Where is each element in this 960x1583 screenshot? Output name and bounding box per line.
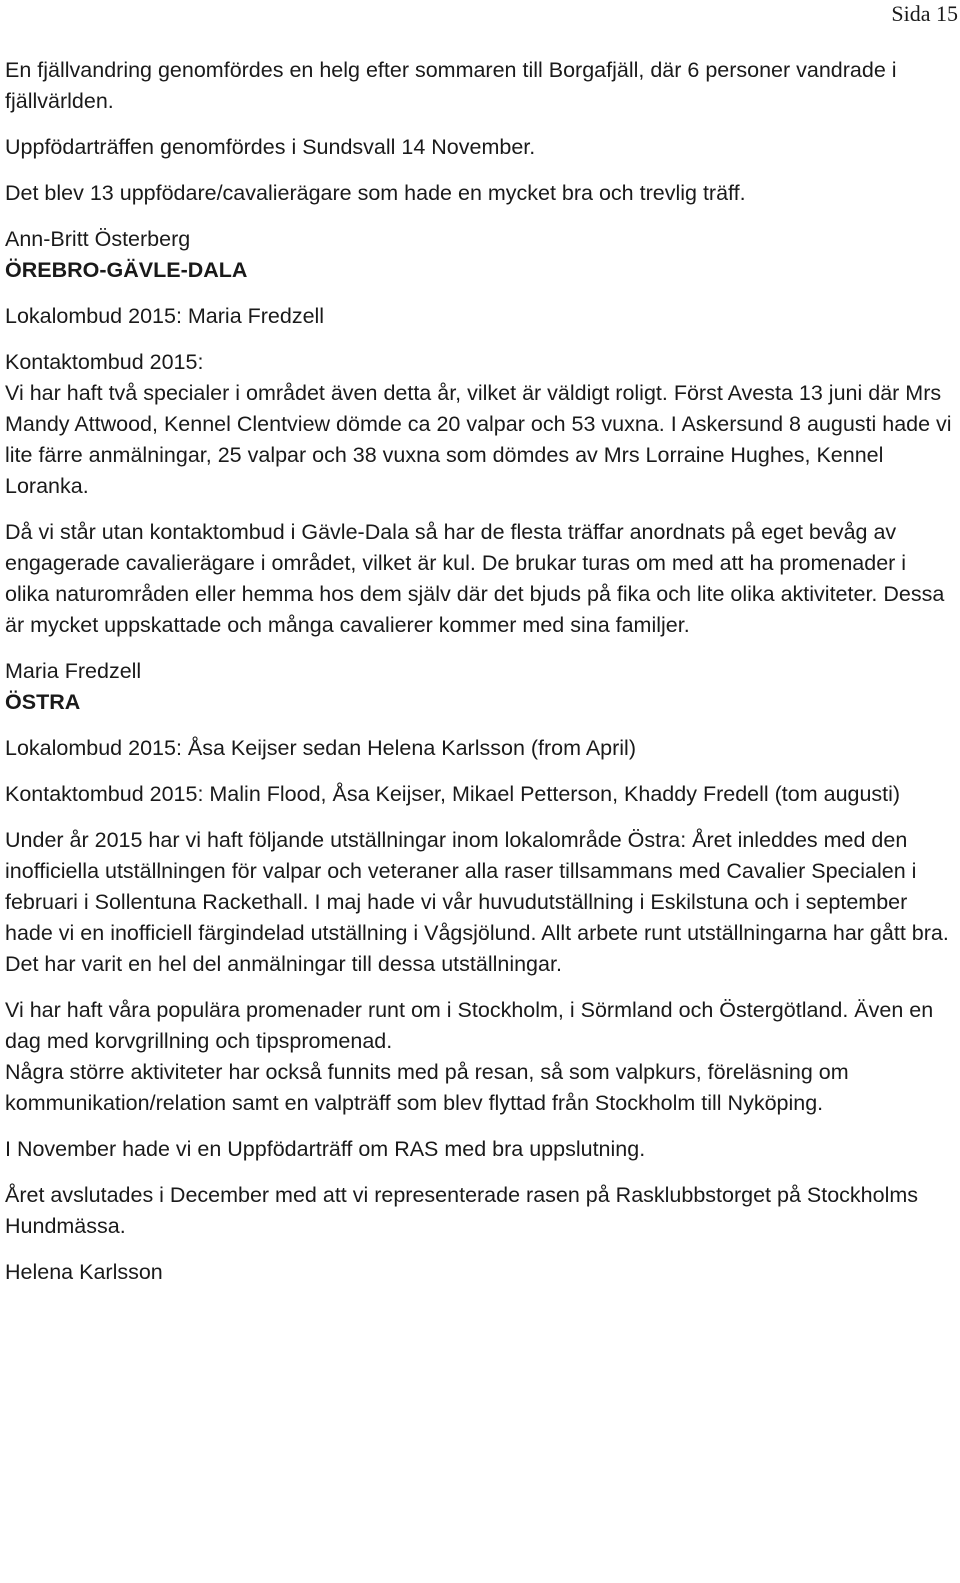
orebro-paragraph-meetings: Då vi står utan kontaktombud i Gävle-Dala så har de flesta träffar anordnats på eget bevåg av engagerade cavalierägare i området, vilket är kul. De brukar turas om med att ha promenader i olika naturområden eller hemma hos dem själv där det bjuds på fika och lite olika aktiviteter. Dessa är mycket uppskattade och många cavalierer kommer med sina familjer. (5, 520, 945, 637)
page-number: Sida 15 (891, 1, 958, 26)
section-heading-orebro: ÖREBRO-GÄVLE-DALA (5, 258, 248, 282)
document-body (5, 55, 955, 1288)
ostra-paragraph-activities: Några större aktiviteter har också funnits med på resan, så som valpkurs, föreläsning om kommunikation/relation samt en valpträff som blev flyttad från Stockholm till Nyköping. (5, 1060, 849, 1115)
orebro-kontaktombud: Kontaktombud 2015: (5, 350, 204, 374)
ostra-lokalombud: Lokalombud 2015: Åsa Keijser sedan Helena Karlsson (from April) (5, 736, 636, 760)
intro-paragraph-hiking: En fjällvandring genomfördes en helg efter sommaren till Borgafjäll, där 6 personer vandrade i fjällvärlden. (5, 58, 897, 113)
intro-paragraph-attendance: Det blev 13 uppfödare/cavalierägare som hade en mycket bra och trevlig träff. (5, 181, 746, 205)
ostra-paragraph-walks: Vi har haft våra populära promenader runt om i Stockholm, i Sörmland och Östergötland. Även en dag med korvgrillning och tipspromenad. (5, 998, 934, 1053)
orebro-signature: Maria Fredzell (5, 659, 142, 683)
intro-signature: Ann-Britt Österberg (5, 227, 191, 251)
ostra-paragraph-december: Året avslutades i December med att vi representerade rasen på Rasklubbstorget på Stockholms Hundmässa. (5, 1183, 919, 1238)
section-heading-ostra: ÖSTRA (5, 690, 81, 714)
ostra-paragraph-november: I November hade vi en Uppfödarträff om RAS med bra uppslutning. (5, 1137, 646, 1161)
intro-paragraph-breeder-meeting: Uppfödarträffen genomfördes i Sundsvall 14 November. (5, 135, 536, 159)
orebro-lokalombud: Lokalombud 2015: Maria Fredzell (5, 304, 325, 328)
ostra-signature: Helena Karlsson (5, 1260, 163, 1284)
ostra-paragraph-shows: Under år 2015 har vi haft följande utställningar inom lokalområde Östra: Året inleddes med den inofficiella utställningen för valpar och veteraner alla raser tillsammans med Cavalier Specialen i februari i Sollentuna Rackethall. I maj hade vi vår huvudutställning i Eskilstuna och i september hade vi en inofficiell färgindelad utställning i Vågsjölund. Allt arbete runt utställningarna har gått bra. Det har varit en hel del anmälningar till dessa utställningar. (5, 828, 949, 976)
orebro-paragraph-specials: Vi har haft två specialer i området även detta år, vilket är väldigt roligt. Först Avesta 13 juni där Mrs Mandy Attwood, Kennel Clentview dömde ca 20 valpar och 53 vuxna. I Askersund 8 augusti hade vi lite färre anmälningar, 25 valpar och 38 vuxna som dömdes av Mrs Lorraine Hughes, Kennel Loranka. (5, 381, 952, 498)
ostra-kontaktombud: Kontaktombud 2015: Malin Flood, Åsa Keijser, Mikael Petterson, Khaddy Fredell (tom augusti) (5, 782, 901, 806)
